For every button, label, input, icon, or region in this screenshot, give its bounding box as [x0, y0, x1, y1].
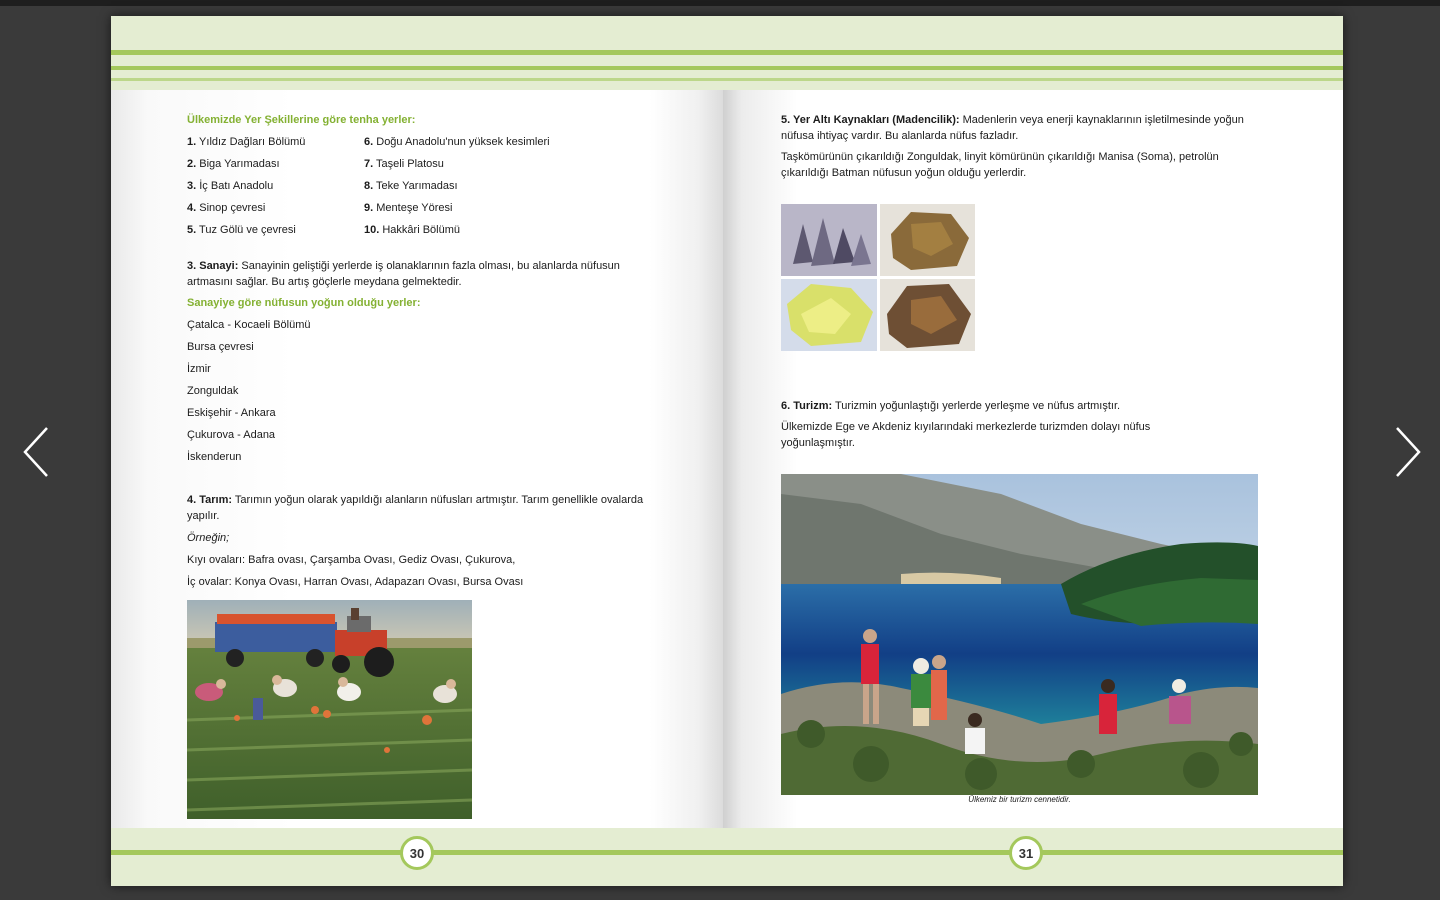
list-item: 10. Hakkâri Bölümü: [364, 224, 460, 236]
photo-caption: Ülkemiz bir turizm cennetidir.: [968, 795, 1071, 804]
sparse-areas-list-left: [187, 134, 305, 244]
coastal-plains-text: Kıyı ovaları: Bafra ovası, Çarşamba Ovası, Gediz Ovası, Çukurova,: [187, 554, 516, 566]
agriculture-example-label: Örneğin;: [187, 532, 230, 544]
list-item: İskenderun: [187, 451, 242, 463]
farm-workers-photo: [187, 600, 472, 819]
list-item: 9. Menteşe Yöresi: [364, 202, 453, 214]
inland-plains-text: İç ovalar: Konya Ovası, Harran Ovası, Adapazarı Ovası, Bursa Ovası: [187, 576, 524, 588]
industry-heading: Sanayiye göre nüfusun yoğun olduğu yerler:: [187, 297, 421, 309]
coastal-lagoon-photo: [781, 474, 1258, 795]
list-item: 2. Biga Yarımadası: [187, 158, 280, 170]
list-item: 5. Tuz Gölü ve çevresi: [187, 224, 296, 236]
list-item: 3. İç Batı Anadolu: [187, 180, 274, 192]
page-31[interactable]: [723, 16, 1343, 886]
previous-page-button[interactable]: [14, 422, 58, 482]
tourism-paragraph: 6. Turizm: Turizmin yoğunlaştığı yerlerde yerleşme ve nüfus artmıştır.: [781, 400, 1121, 412]
page-header-band: [723, 16, 1343, 90]
list-item: Eskişehir - Ankara: [187, 407, 276, 419]
viewer-top-bar: [0, 0, 1440, 6]
sparse-areas-list-right: [364, 134, 550, 244]
page-number-badge: 31: [1009, 836, 1043, 870]
flipbook[interactable]: [111, 16, 1343, 886]
list-item: Çatalca - Kocaeli Bölümü: [187, 319, 311, 331]
sparse-areas-heading: Ülkemizde Yer Şekillerine göre tenha yerler:: [187, 114, 416, 126]
chevron-left-icon: [21, 424, 51, 480]
next-page-button[interactable]: [1386, 422, 1430, 482]
list-item: 1. Yıldız Dağları Bölümü: [187, 136, 306, 148]
list-item: 4. Sinop çevresi: [187, 202, 266, 214]
industry-paragraph: 3. Sanayi: Sanayinin geliştiği yerlerde iş olanaklarının fazla olması, bu alanlarda nüfusun artmasını sağlar. Bu artış göçlerle meydana gelmektedir.: [187, 260, 620, 288]
page-header-band: [111, 16, 723, 90]
page-30[interactable]: [111, 16, 723, 886]
list-item: Zonguldak: [187, 385, 239, 397]
agriculture-paragraph: 4. Tarım: Tarımın yoğun olarak yapıldığı alanların nüfusları artmıştır. Tarım genellikle ovalarda yapılır.: [187, 494, 644, 522]
tourism-regions-text: Ülkemizde Ege ve Akdeniz kıyılarındaki merkezlerde turizmden dolayı nüfus yoğunlaşmıştır.: [781, 421, 1151, 449]
mining-examples-text: Taşkömürünün çıkarıldığı Zonguldak, linyit kömürünün çıkarıldığı Manisa (Soma), petrolün çıkarıldığı Batman nüfusun yoğun olduğu yerlerdir.: [781, 151, 1219, 179]
list-item: 8. Teke Yarımadası: [364, 180, 458, 192]
list-item: Bursa çevresi: [187, 341, 254, 353]
page-number-badge: 30: [400, 836, 434, 870]
industry-places-list: [187, 317, 311, 471]
list-item: Çukurova - Adana: [187, 429, 276, 441]
list-item: İzmir: [187, 363, 211, 375]
minerals-photo-grid: [781, 204, 975, 351]
list-item: 6. Doğu Anadolu'nun yüksek kesimleri: [364, 136, 550, 148]
chevron-right-icon: [1393, 424, 1423, 480]
page-footer-band: [111, 828, 723, 886]
mining-paragraph: 5. Yer Altı Kaynakları (Madencilik): Madenlerin veya enerji kaynaklarının işletilmesinde yoğun nüfusa ihtiyaç vardır. Bu alanlarda nüfus fazladır.: [781, 114, 1244, 142]
page-footer-band: [723, 828, 1343, 886]
list-item: 7. Taşeli Platosu: [364, 158, 444, 170]
